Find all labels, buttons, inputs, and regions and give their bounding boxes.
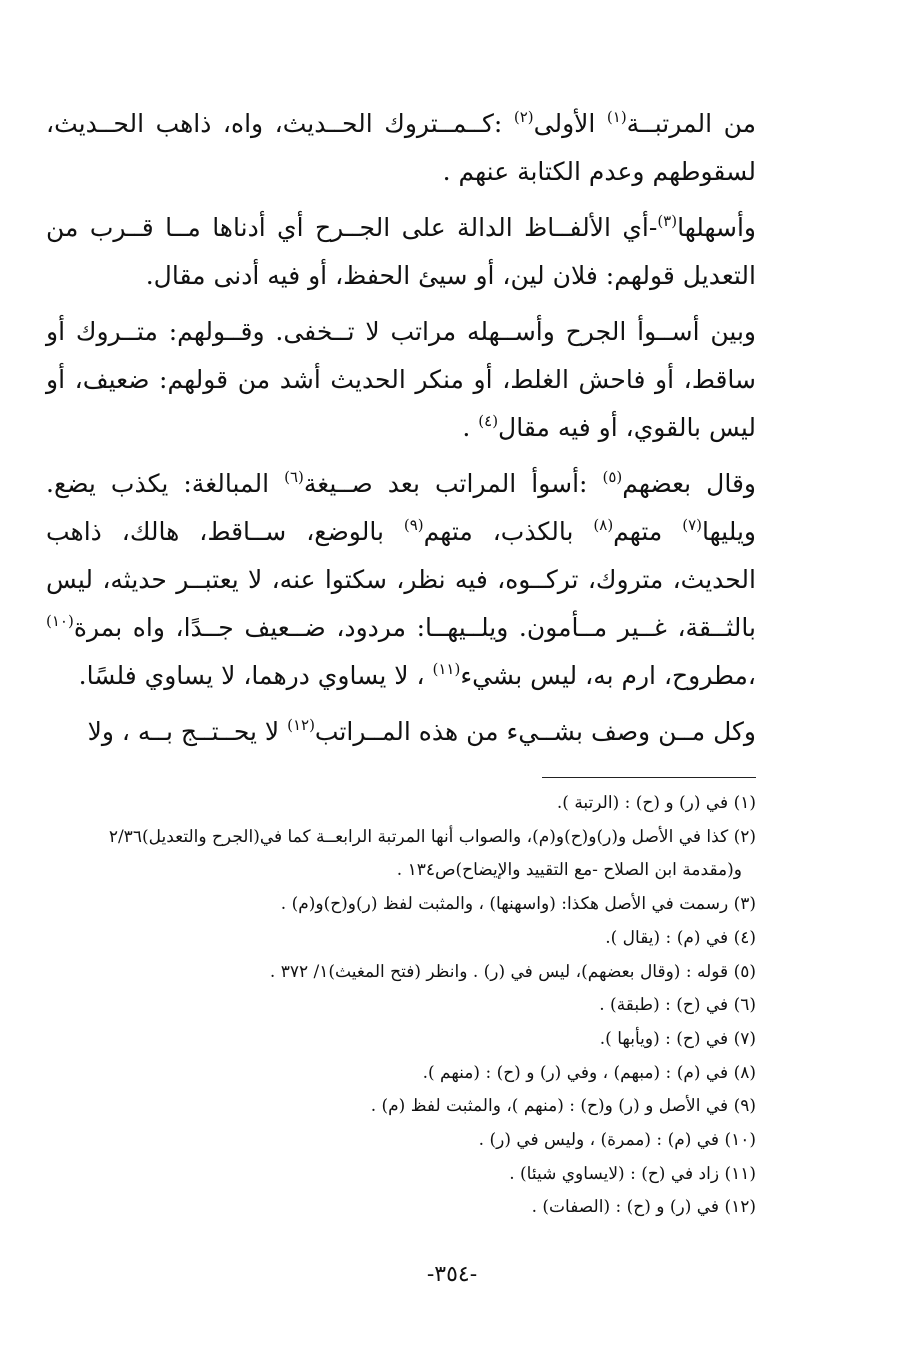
text-segment: بالثــقة، غــير مــأمون. ويلــيهــا: مردود، ضــعيف جــدًا، واه بمرة <box>73 613 756 642</box>
footnote: (٣) رسمت في الأصل هكذا: (واسهنها) ، والمثبت لفظ (ر)و(ح)و(م) . <box>280 894 756 915</box>
footnote-reference: (٢) <box>513 108 534 126</box>
paragraph <box>46 460 756 700</box>
text-segment: التعديل قولهم: فلان لين، أو سيئ الحفظ، أو فيه أدنى مقال. <box>145 261 756 290</box>
footnote-reference: (١١) <box>432 660 461 678</box>
footnote-reference: (١٢) <box>287 716 315 734</box>
footnote-reference: (٧) <box>682 516 703 534</box>
main-text <box>46 100 756 764</box>
footnote-reference: (١) <box>606 108 627 126</box>
text-segment: الأولى <box>533 109 607 138</box>
footnote: (١١) زاد في (ح) : (لايساوي شيئا) . <box>509 1163 756 1184</box>
text-segment: ليس بالقوي، أو فيه مقال <box>498 413 756 442</box>
paragraph <box>46 708 756 756</box>
footnote-separator <box>542 777 756 778</box>
text-segment: :أسوأ المراتب بعد صــيغة <box>303 469 603 498</box>
text-line <box>46 508 756 556</box>
text-line <box>46 252 756 300</box>
text-segment: -أي الألفــاظ الدالة على الجــرح أي أدناها مــا قــرب من <box>46 213 658 242</box>
footnote: (٩) في الأصل و (ر) و(ح) : (منهم )، والمثبت لفظ (م) . <box>370 1096 756 1117</box>
text-line <box>46 204 756 252</box>
text-segment: وبين أســوأ الجرح وأســهله مراتب لا تــخفى. وقــولهم: متــروك أو <box>46 317 756 346</box>
text-line <box>46 604 756 652</box>
footnote-reference: (٨) <box>593 516 614 534</box>
footnote-reference: (٥) <box>602 468 623 486</box>
text-segment: بالوضع، ســاقط، هالك، ذاهب <box>46 517 404 546</box>
page-number: -٣٥٤- <box>426 1262 478 1287</box>
text-segment: الحديث، متروك، تركــوه، فيه نظر، سكتوا عنه، لا يعتبــر حديثه، ليس <box>46 565 756 594</box>
text-segment: متهم <box>613 517 683 546</box>
footnote-reference: (٣) <box>657 212 678 230</box>
paragraph <box>46 308 756 452</box>
text-line <box>46 356 756 404</box>
text-segment: لا يحــتــج بــه ، ولا <box>87 717 288 746</box>
footnote: (٧) في (ح) : (ويأبها ). <box>599 1028 756 1049</box>
footnote: (٢) كذا في الأصل و(ر)و(ح)و(م)، والصواب أنها المرتبة الرابعــة كما في(الجرح والتعديل)٢/٣٦ <box>108 826 756 847</box>
text-segment: :كــمــتروك الحــديث، واه، ذاهب الحــديث، <box>46 109 514 138</box>
text-segment: وقال بعضهم <box>622 469 756 498</box>
text-segment: من المرتبــة <box>626 109 756 138</box>
footnote: (٥) قوله : (وقال بعضهم)، ليس في (ر) . وانظر (فتح المغيث)١/ ٣٧٢ . <box>269 961 756 982</box>
text-segment: وكل مــن وصف بشــيء من هذه المــراتب <box>314 717 756 746</box>
footnote: و(مقدمة ابن الصلاح -مع التقييد والإيضاح)ص١٣٤ . <box>396 860 742 881</box>
footnote-reference: (٦) <box>284 468 304 486</box>
text-line <box>46 148 756 196</box>
footnote: (١٠) في (م) : (ممرة) ، وليس في (ر) . <box>478 1130 756 1151</box>
text-segment: بالكذب، متهم <box>423 517 594 546</box>
text-segment: . <box>462 413 479 442</box>
footnote: (٨) في (م) : (مبهم) ، وفي (ر) و (ح) : (منهم ). <box>422 1062 756 1083</box>
text-line <box>46 100 756 148</box>
text-segment: ساقط، أو فاحش الغلط، أو منكر الحديث أشد من قولهم: ضعيف، أو <box>46 365 756 394</box>
text-segment: المبالغة: يكذب يضع. <box>46 469 285 498</box>
text-line <box>46 404 756 452</box>
footnotes <box>16 787 756 1225</box>
text-segment: ،مطروح، ارم به، ليس بشيء <box>460 661 756 690</box>
text-line <box>46 460 756 508</box>
footnote: (٦) في (ح) : (طبقة) . <box>599 995 756 1016</box>
paragraph <box>46 204 756 300</box>
footnote-reference: (١٠) <box>46 612 74 630</box>
text-line <box>46 308 756 356</box>
text-segment: وأسهلها <box>677 213 756 242</box>
text-line <box>46 652 756 700</box>
text-segment: لسقوطهم وعدم الكتابة عنهم . <box>442 157 756 186</box>
footnote-reference: (٩) <box>403 516 424 534</box>
text-segment: ويليها <box>702 517 757 546</box>
footnote: (١) في (ر) و (ح) : (الرتبة ). <box>556 793 756 813</box>
footnote-reference: (٤) <box>478 412 499 430</box>
text-segment: ، لا يساوي درهما، لا يساوي فلسًا. <box>78 661 433 690</box>
footnote: (١٢) في (ر) و (ح) : (الصفات) . <box>531 1197 756 1218</box>
paragraph <box>46 100 756 196</box>
text-line <box>46 556 756 604</box>
text-line <box>46 708 756 756</box>
footnote: (٤) في (م) : (يقال ). <box>605 927 756 948</box>
